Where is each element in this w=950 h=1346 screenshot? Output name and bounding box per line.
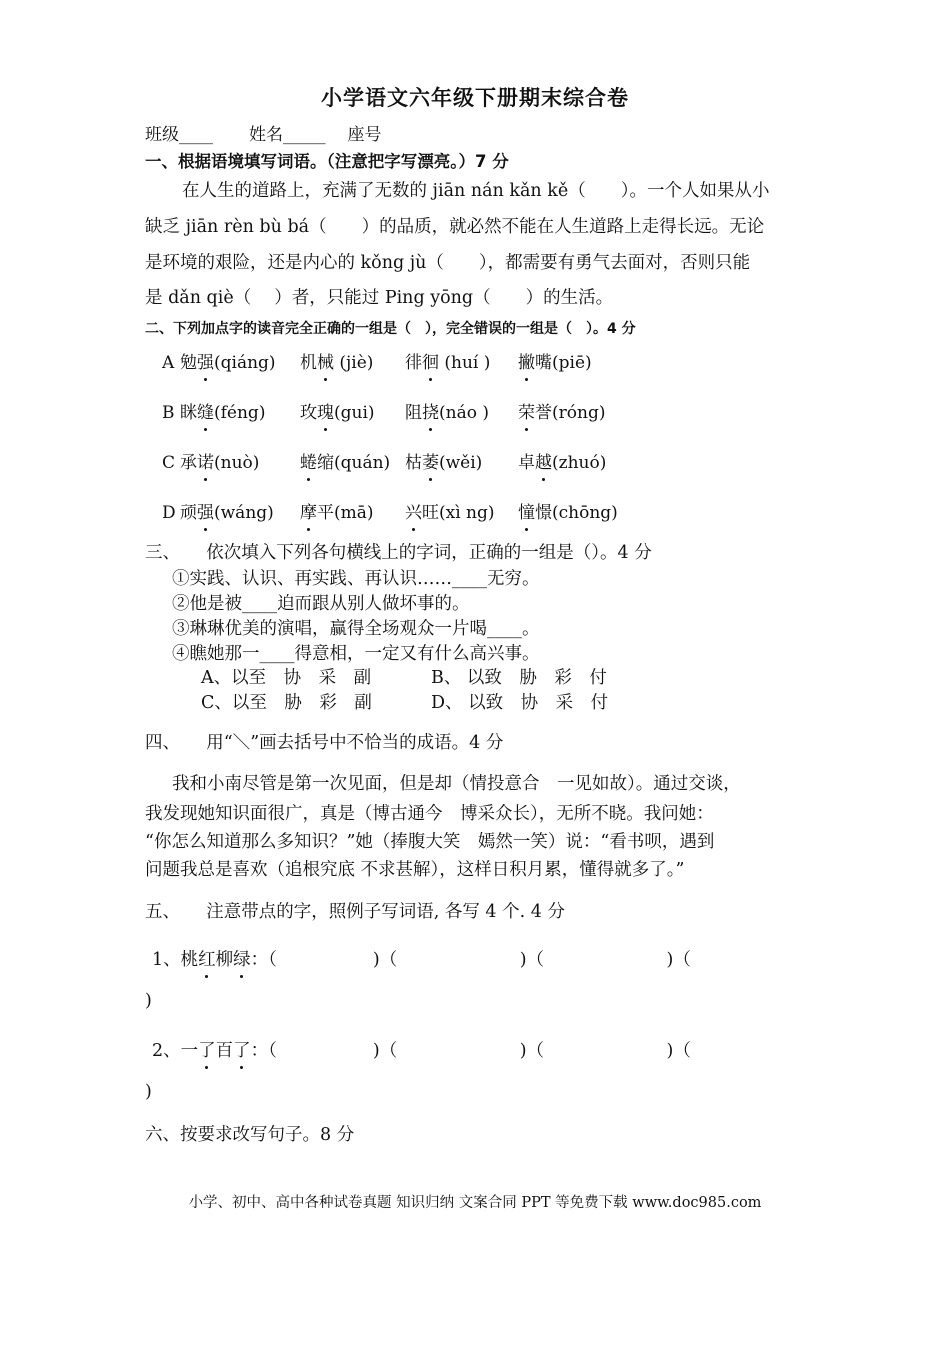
section-5-item-2-close: ) xyxy=(145,1082,152,1102)
option-word: 徘徊 (huí ) xyxy=(405,353,491,373)
section-6-heading: 六、按要求改写句子。8 分 xyxy=(145,1125,355,1145)
section-1-line: 在人生的道路上，充满了无数的 jiān nán kǎn kě（ ）。一个人如果从小 xyxy=(182,181,770,201)
option-letter: B xyxy=(162,403,175,423)
student-info-line xyxy=(145,124,382,146)
option-word: 蜷缩(quán) xyxy=(300,453,391,473)
dotted-char: 强 xyxy=(197,353,214,373)
dotted-char: 萎 xyxy=(422,453,439,473)
section-1-heading: 一、根据语境填写词语。（注意把字写漂亮。）7 分 xyxy=(145,152,509,171)
option-letter: A xyxy=(162,353,175,373)
section-4-line: 我和小南尽管是第一次见面，但是却（情投意合 一见如故）。通过交谈， xyxy=(172,774,741,794)
dotted-char: 了 xyxy=(233,1041,251,1061)
option-word: 玫瑰(gui) xyxy=(300,403,375,423)
section-4-line: 我发现她知识面很广，真是（博古通今 博采众长），无所不晓。我问她： xyxy=(145,804,714,824)
dotted-char: 红 xyxy=(198,950,216,970)
option-letter: D xyxy=(162,503,176,523)
dotted-char: 缝 xyxy=(197,403,214,423)
dotted-char: 强 xyxy=(197,503,214,523)
section-3-choice-b: B、 以致 胁 彩 付 xyxy=(431,668,607,688)
section-5-item-1: 1、桃红柳绿：（ )（ )（ )（ xyxy=(152,950,691,970)
section-1-line: 是环境的艰险，还是内心的 kǒng jù（ ），都需要有勇气去面对，否则只能 xyxy=(145,253,751,273)
option-word: 摩平(mā) xyxy=(300,503,374,523)
section-1-line: 缺乏 jiān rèn bù bá（ ）的品质，就必然不能在人生道路上走得长远。无论 xyxy=(145,217,765,237)
name-field[interactable]: 姓名_____ xyxy=(249,125,326,145)
option-word: 顽强(wáng) xyxy=(180,503,274,523)
option-word: 荣誉(róng) xyxy=(518,403,606,423)
option-word: 眯缝(féng) xyxy=(180,403,266,423)
class-field[interactable]: 班级____ xyxy=(145,125,213,145)
option-word: 撇嘴(piē) xyxy=(518,353,592,373)
section-3-sentence: ④瞧她那一____得意相，一定又有什么高兴事。 xyxy=(172,644,540,664)
dotted-char: 了 xyxy=(198,1041,216,1061)
page-title: 小学语文六年级下册期末综合卷 xyxy=(321,86,629,110)
option-word: 卓越(zhuó) xyxy=(518,453,607,473)
section-1-line: 是 dǎn qiè（ ）者，只能过 Ping yōng（ ）的生活。 xyxy=(145,288,614,308)
dotted-char: 憧 xyxy=(518,503,535,523)
section-4-heading: 四、 用“＼”画去括号中不恰当的成语。4 分 xyxy=(145,733,504,753)
section-3-choice-d: D、 以致 协 采 付 xyxy=(431,693,609,713)
option-word: 勉强(qiáng) xyxy=(180,353,276,373)
option-word: 兴旺(xì ng) xyxy=(405,503,495,523)
dotted-char: 挠 xyxy=(422,403,439,423)
option-word: 阻挠(náo ) xyxy=(405,403,489,423)
footer-note: 小学、初中、高中各种试卷真题 知识归纳 文案合同 PPT 等免费下载 www.doc985.com xyxy=(188,1195,762,1211)
dotted-char: 瑰 xyxy=(317,403,334,423)
section-4-line: 问题我总是喜欢（追根究底 不求甚解），这样日积月累，懂得就多了。” xyxy=(145,860,685,880)
section-3-heading: 三、 依次填入下列各句横线上的字词，正确的一组是（）。4 分 xyxy=(145,543,652,563)
dotted-char: 越 xyxy=(535,453,552,473)
section-5-item-2: 2、一了百了：（ )（ )（ )（ xyxy=(152,1041,691,1061)
dotted-char: 徊 xyxy=(422,353,439,373)
option-word: 承诺(nuò) xyxy=(180,453,260,473)
section-3-sentence: ③琳琳优美的演唱，赢得全场观众一片喝____。 xyxy=(172,619,540,639)
section-3-choice-c: C、以至 胁 彩 副 xyxy=(201,693,372,713)
dotted-char: 绿 xyxy=(233,950,251,970)
dotted-char: 摩 xyxy=(300,503,317,523)
option-word: 枯萎(wěi) xyxy=(405,453,483,473)
seat-field[interactable]: 座号 xyxy=(347,125,382,145)
section-3-sentence: ②他是被____迫而跟从别人做坏事的。 xyxy=(172,594,470,614)
dotted-char: 兴 xyxy=(405,503,422,523)
section-3-sentence: ①实践、认识、再实践、再认识……____无穷。 xyxy=(172,569,540,589)
dotted-char: 荣 xyxy=(518,403,535,423)
section-3-choice-a: A、以至 协 采 副 xyxy=(201,668,372,688)
option-letter: C xyxy=(162,453,176,473)
section-4-line: “你怎么知道那么多知识？”她（捧腹大笑 嫣然一笑）说：“看书呗，遇到 xyxy=(145,832,715,852)
dotted-char: 撇 xyxy=(518,353,535,373)
option-word: 憧憬(chōng) xyxy=(518,503,618,523)
dotted-char: 蜷 xyxy=(300,453,317,473)
dotted-char: 诺 xyxy=(197,453,214,473)
section-5-item-1-close: ) xyxy=(145,991,152,1011)
section-2-heading: 二、下列加点字的读音完全正确的一组是（ ），完全错误的一组是（ ）。4 分 xyxy=(145,321,636,337)
option-word: 机械 (jiè) xyxy=(300,353,374,373)
dotted-char: 械 xyxy=(317,353,334,373)
section-5-heading: 五、 注意带点的字，照例子写词语, 各写 4 个. 4 分 xyxy=(145,902,565,922)
